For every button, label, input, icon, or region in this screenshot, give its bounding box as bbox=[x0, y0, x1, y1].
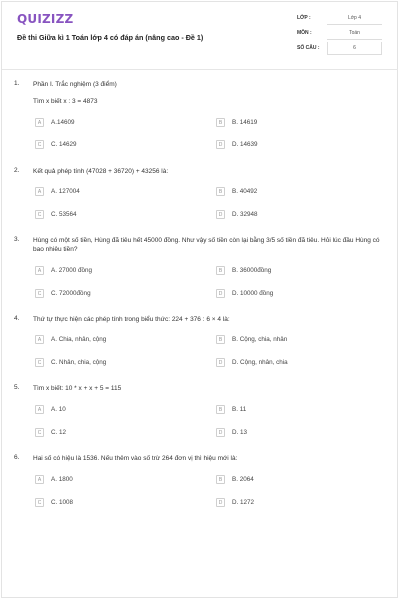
meta-row-count bbox=[297, 42, 382, 57]
option-label: A. 27000 đồng bbox=[51, 267, 92, 274]
option-letter-box: B bbox=[216, 405, 225, 414]
worksheet-header bbox=[17, 12, 382, 60]
option-label: B. 14619 bbox=[232, 119, 258, 126]
meta-value-count: 6 bbox=[327, 42, 382, 55]
option-letter-box: B bbox=[216, 475, 225, 484]
option-letter-box: A bbox=[35, 405, 44, 414]
option-letter-box: C bbox=[35, 428, 44, 437]
option-label: B. 11 bbox=[232, 406, 247, 413]
option-label: A. Chia, nhân, cộng bbox=[51, 336, 107, 343]
question-text: Kết quả phép tính (47028 + 36720) + 43256 là: bbox=[33, 168, 169, 175]
option-label: C. 14629 bbox=[51, 141, 77, 148]
page-frame bbox=[1, 1, 398, 598]
meta-row-class bbox=[297, 12, 382, 27]
option-letter-box: A bbox=[35, 475, 44, 484]
question-text: Phần I. Trắc nghiệm (3 điểm) bbox=[33, 81, 117, 88]
option-label: D. 10000 đồng bbox=[232, 290, 274, 297]
question-number: 5. bbox=[14, 384, 20, 391]
question-text: Thứ tự thực hiện các phép tính trong biểu thức: 224 + 376 : 6 × 4 là: bbox=[33, 316, 230, 323]
question-text: Tìm x biết: 10 * x + x + 5 = 115 bbox=[33, 385, 122, 392]
option-label: B. Cộng, chia, nhân bbox=[232, 336, 288, 343]
option-letter-box: D bbox=[216, 358, 225, 367]
option-letter-box: D bbox=[216, 289, 225, 298]
option-label: D. Cộng, nhân, chia bbox=[232, 359, 288, 366]
option-letter-box: C bbox=[35, 210, 44, 219]
question-text: Hùng có một số tiền, Hùng đã tiêu hết 45000 đồng. Như vậy số tiền còn lại bằng 3/5 số tiền đã tiêu. Hỏi lúc đầu Hùng có bao nhiêu tiền? bbox=[33, 237, 380, 253]
option-label: C. Nhân, chia, cộng bbox=[51, 359, 107, 366]
option-letter-box: D bbox=[216, 210, 225, 219]
option-letter-box: B bbox=[216, 335, 225, 344]
meta-label-subject: MÔN : bbox=[297, 30, 312, 36]
header-divider bbox=[2, 69, 398, 70]
option-label: D. 1272 bbox=[232, 499, 255, 506]
option-label: A. 127004 bbox=[51, 188, 80, 195]
option-label: B. 36000đồng bbox=[232, 267, 272, 274]
question-text: Hai số có hiệu là 1536. Nếu thêm vào số trừ 264 đơn vị thì hiệu mới là: bbox=[33, 455, 238, 462]
option-label: B. 2064 bbox=[232, 476, 254, 483]
option-label: A.14609 bbox=[51, 119, 75, 126]
option-letter-box: A bbox=[35, 187, 44, 196]
question-number: 4. bbox=[14, 315, 20, 322]
option-letter-box: D bbox=[216, 498, 225, 507]
option-label: A. 1800 bbox=[51, 476, 73, 483]
option-letter-box: C bbox=[35, 289, 44, 298]
option-label: C. 1008 bbox=[51, 499, 74, 506]
meta-label-count: SỐ CÂU : bbox=[297, 45, 320, 51]
option-letter-box: C bbox=[35, 140, 44, 149]
option-letter-box: B bbox=[216, 187, 225, 196]
option-label: A. 10 bbox=[51, 406, 66, 413]
option-label: D. 14639 bbox=[232, 141, 258, 148]
option-letter-box: A bbox=[35, 118, 44, 127]
option-label: D. 32948 bbox=[232, 211, 258, 218]
question-number: 2. bbox=[14, 167, 20, 174]
option-letter-box: D bbox=[216, 428, 225, 437]
meta-label-class: LỚP : bbox=[297, 15, 311, 21]
meta-row-subject bbox=[297, 27, 382, 42]
meta-panel bbox=[297, 12, 382, 57]
option-letter-box: B bbox=[216, 118, 225, 127]
option-label: C. 53564 bbox=[51, 211, 77, 218]
page-title: Đề thi Giữa kì 1 Toán lớp 4 có đáp án (nâng cao - Đề 1) bbox=[17, 33, 204, 42]
quizizz-logo: QUIZIZZ bbox=[17, 12, 74, 26]
option-label: B. 40492 bbox=[232, 188, 258, 195]
meta-value-subject: Toán bbox=[327, 27, 382, 40]
option-letter-box: D bbox=[216, 140, 225, 149]
option-label: D. 13 bbox=[232, 429, 248, 436]
option-letter-box: C bbox=[35, 358, 44, 367]
option-label: C. 72000đồng bbox=[51, 290, 91, 297]
option-letter-box: B bbox=[216, 266, 225, 275]
question-number: 6. bbox=[14, 454, 20, 461]
question-text-line-2: Tìm x biết x : 3 = 4873 bbox=[33, 98, 98, 105]
option-letter-box: C bbox=[35, 498, 44, 507]
question-number: 1. bbox=[14, 80, 20, 87]
option-letter-box: A bbox=[35, 335, 44, 344]
meta-value-class: Lớp 4 bbox=[327, 12, 382, 25]
question-number: 3. bbox=[14, 236, 20, 243]
option-label: C. 12 bbox=[51, 429, 67, 436]
option-letter-box: A bbox=[35, 266, 44, 275]
